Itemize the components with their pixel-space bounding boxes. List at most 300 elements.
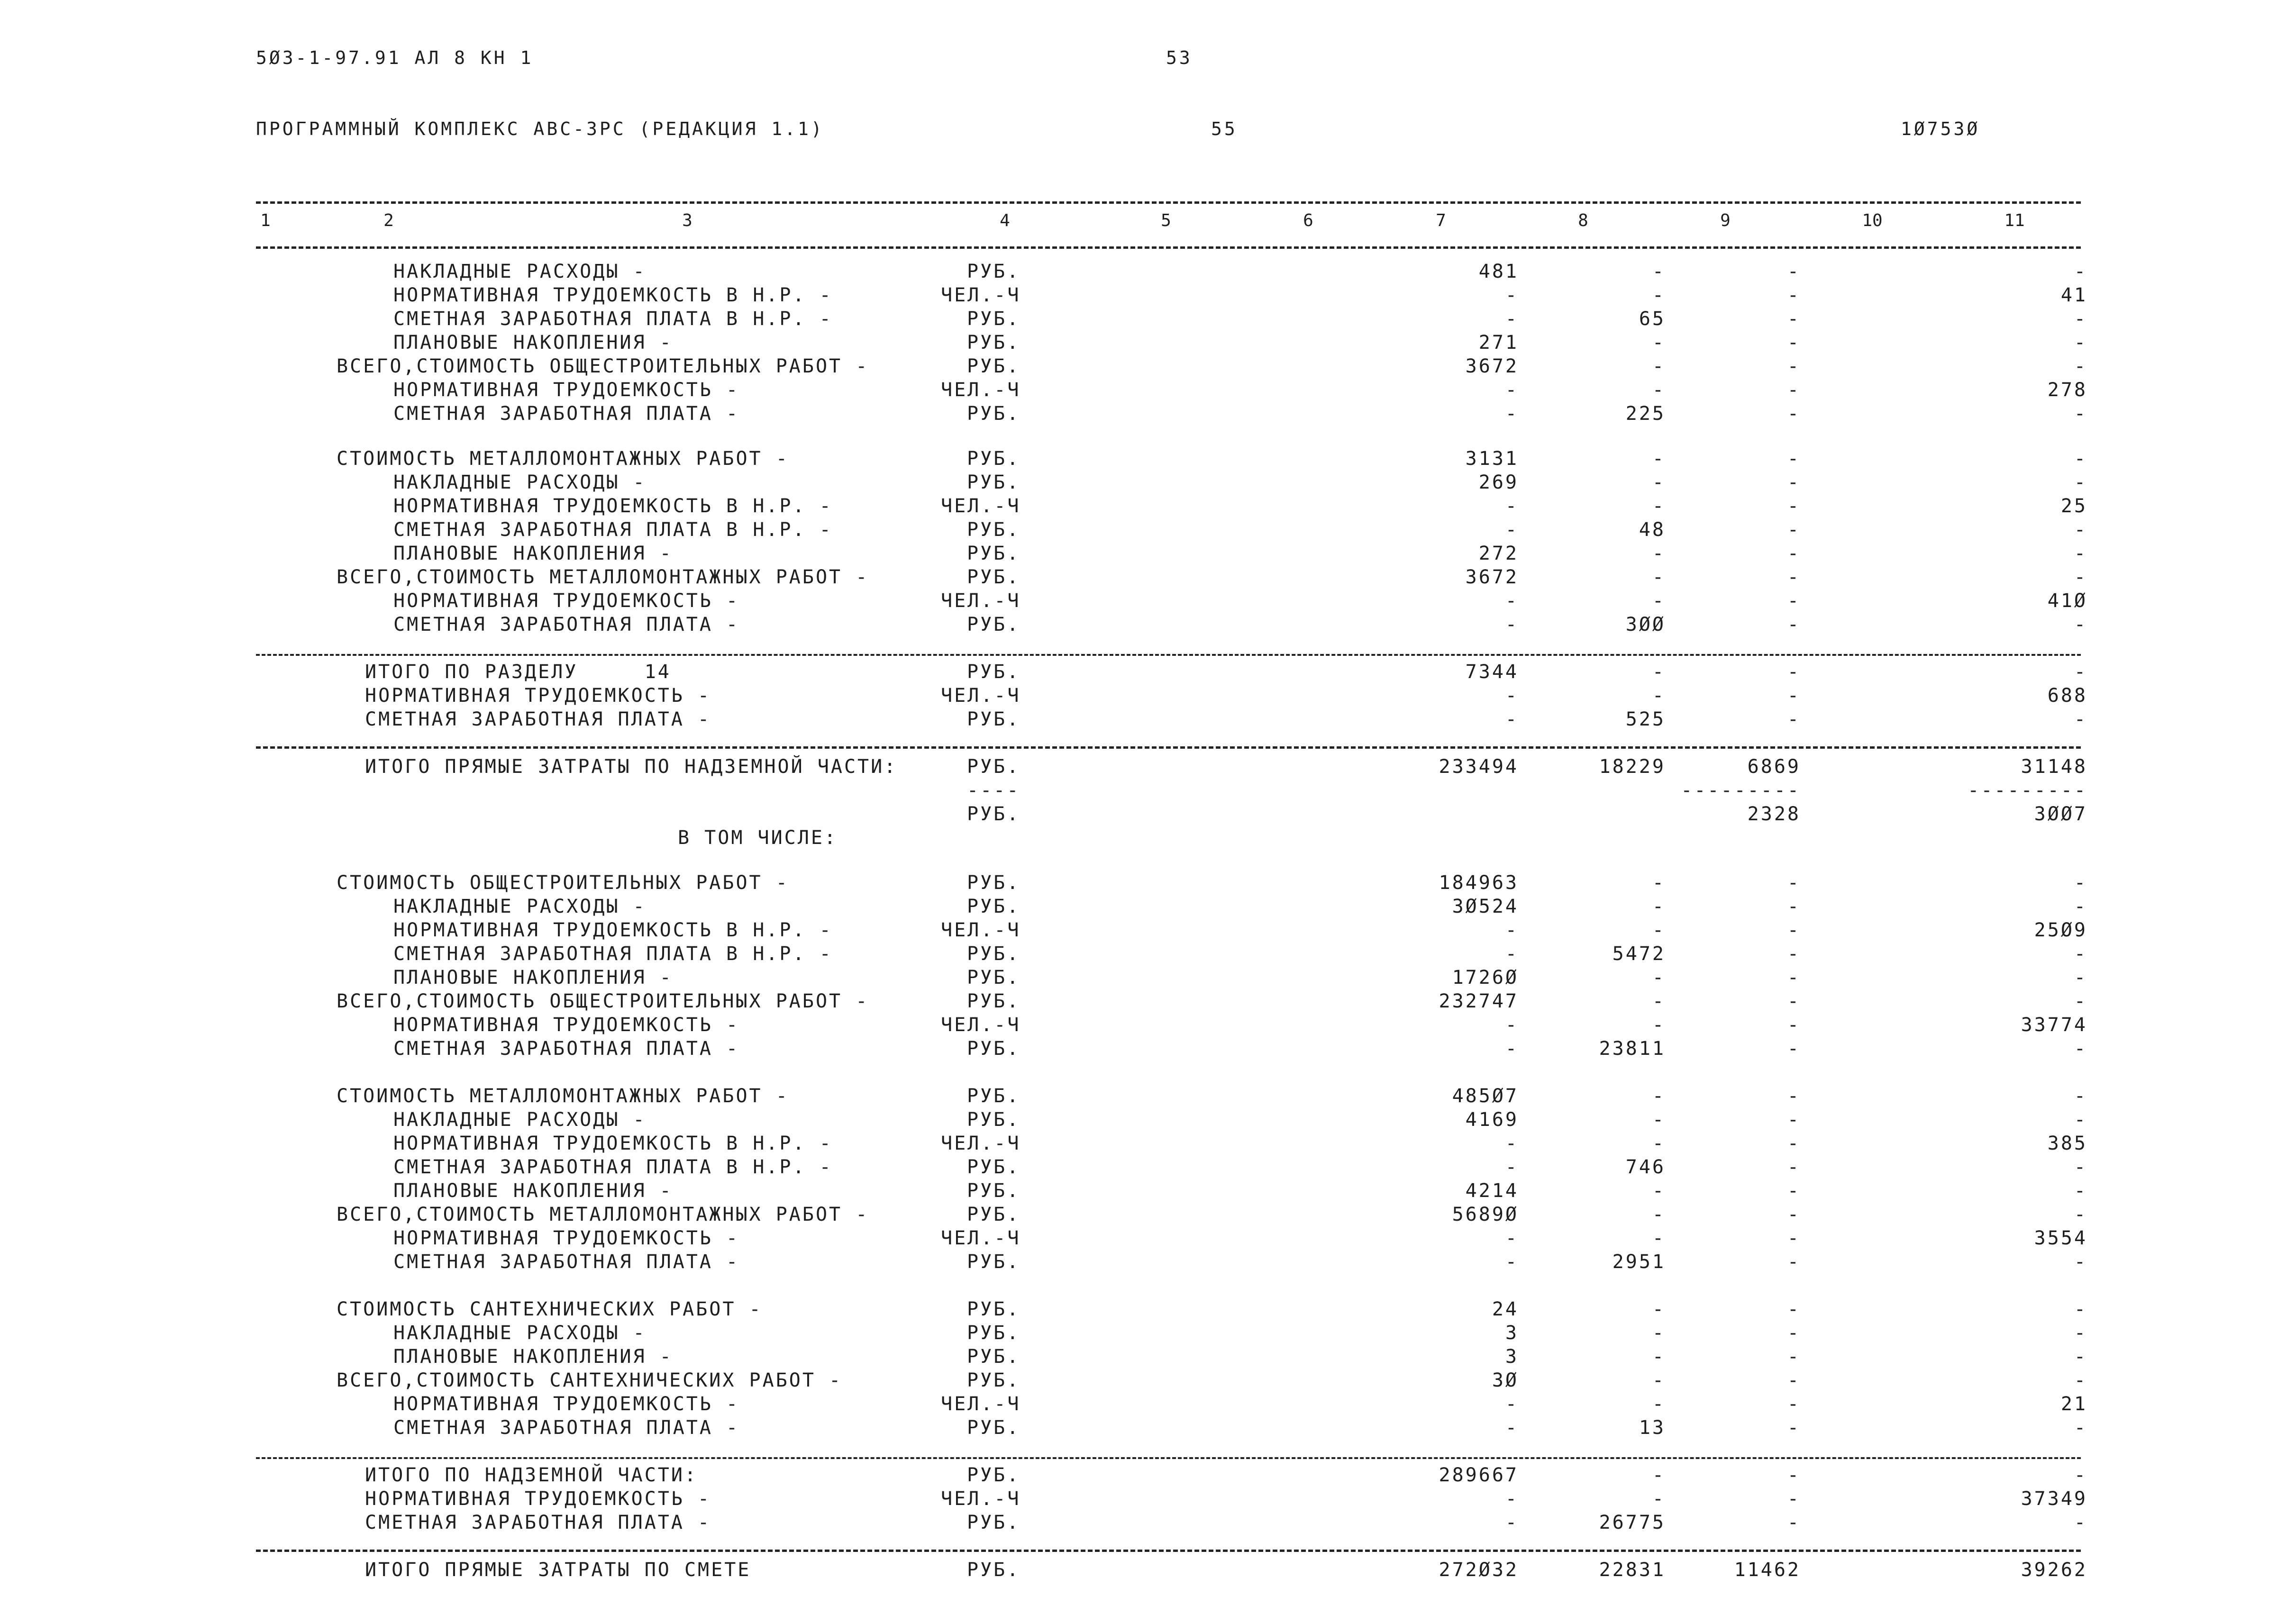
cell-col-11: - — [2074, 708, 2087, 730]
row-unit: РУБ. — [967, 1298, 1020, 1320]
cell-col-9: - — [1787, 1346, 1801, 1368]
table-row — [0, 471, 2296, 495]
row-unit: РУБ. — [967, 1085, 1020, 1107]
cell-col-9: - — [1787, 543, 1801, 564]
cell-col-11: - — [2074, 566, 2087, 588]
cell-col-8: 18229 — [1599, 756, 1666, 778]
cell-col-9: - — [1787, 471, 1801, 493]
cell-col-9: - — [1787, 661, 1801, 683]
cell-col-9: - — [1787, 896, 1801, 917]
cell-col-8: - — [1652, 967, 1666, 988]
row-unit: ЧЕЛ.-Ч — [941, 495, 1021, 517]
cell-col-8: - — [1652, 1322, 1666, 1344]
cell-col-7: 271 — [1478, 332, 1519, 354]
cell-col-8: - — [1652, 332, 1666, 354]
cell-col-9: - — [1787, 614, 1801, 635]
cell-col-7: - — [1505, 1014, 1519, 1036]
column-header: 10 — [1862, 211, 1883, 230]
cell-col-11: - — [2074, 1369, 2087, 1391]
row-label: НОРМАТИВНАЯ ТРУДОЕМКОСТЬ - — [365, 1488, 711, 1510]
cell-col-11: 31148 — [2021, 756, 2087, 778]
cell-col-11: - — [2074, 1156, 2087, 1178]
cell-col-11: - — [2074, 543, 2087, 564]
row-label: СМЕТНАЯ ЗАРАБОТНАЯ ПЛАТА - — [365, 708, 711, 730]
row-unit: РУБ. — [967, 896, 1020, 917]
column-header: 2 — [383, 211, 394, 230]
row-unit: РУБ. — [967, 803, 1020, 825]
cell-col-9: - — [1787, 1014, 1801, 1036]
column-header: 11 — [2004, 211, 2025, 230]
document-code: 5Ø3-1-97.91 АЛ 8 КН 1 — [256, 47, 534, 68]
cell-col-8: - — [1652, 261, 1666, 282]
cell-col-9: 11462 — [1734, 1559, 1801, 1581]
row-unit: ЧЕЛ.-Ч — [941, 919, 1021, 941]
cell-col-7: 4169 — [1465, 1109, 1519, 1131]
cell-col-9: - — [1787, 1322, 1801, 1344]
cell-col-9: - — [1787, 1180, 1801, 1202]
cell-col-8: 5472 — [1612, 943, 1666, 965]
column-header: 4 — [1000, 211, 1010, 230]
row-unit: ЧЕЛ.-Ч — [941, 1227, 1021, 1249]
column-header: 6 — [1303, 211, 1313, 230]
cell-col-9: - — [1787, 355, 1801, 377]
cell-col-11: - — [2074, 355, 2087, 377]
table-row — [0, 519, 2296, 543]
cell-col-11: - — [2074, 1180, 2087, 1202]
cell-col-11: - — [2074, 1085, 2087, 1107]
row-unit: ЧЕЛ.-Ч — [941, 590, 1021, 612]
row-unit: РУБ. — [967, 471, 1020, 493]
row-unit: ЧЕЛ.-Ч — [941, 1014, 1021, 1036]
cell-col-7: 1726Ø — [1452, 967, 1519, 988]
row-unit: РУБ. — [967, 543, 1020, 564]
cell-col-8: - — [1652, 1204, 1666, 1225]
table-row — [0, 756, 2296, 780]
row-unit: РУБ. — [967, 614, 1020, 635]
cell-col-11: - — [2074, 1346, 2087, 1368]
row-unit: РУБ. — [967, 872, 1020, 894]
row-label: НАКЛАДНЫЕ РАСХОДЫ - — [393, 1109, 647, 1131]
row-unit: РУБ. — [967, 1464, 1020, 1486]
row-label: НОРМАТИВНАЯ ТРУДОЕМКОСТЬ - — [393, 1227, 740, 1249]
table-row — [0, 919, 2296, 943]
row-label: ВСЕГО,СТОИМОСТЬ САНТЕХНИЧЕСКИХ РАБОТ - — [337, 1369, 843, 1391]
cell-col-7: 7344 — [1465, 661, 1519, 683]
row-label: ПЛАНОВЫЕ НАКОПЛЕНИЯ - — [393, 543, 673, 564]
cell-col-7: 269 — [1478, 471, 1519, 493]
row-unit: РУБ. — [967, 661, 1020, 683]
cell-col-8: - — [1652, 590, 1666, 612]
cell-col-9: --------- — [1681, 780, 1801, 801]
cell-col-8: - — [1652, 1227, 1666, 1249]
cell-col-9: - — [1787, 967, 1801, 988]
table-row — [0, 1109, 2296, 1133]
column-header: 8 — [1578, 211, 1588, 230]
cell-col-7: - — [1505, 1133, 1519, 1154]
cell-col-7: 272 — [1478, 543, 1519, 564]
cell-col-9: - — [1787, 308, 1801, 330]
row-unit: РУБ. — [967, 448, 1020, 470]
cell-col-7: - — [1505, 308, 1519, 330]
program-title: ПРОГРАММНЫЙ КОМПЛЕКС АВС-3РС (РЕДАКЦИЯ 1.1) — [256, 118, 824, 139]
cell-col-11: - — [2074, 519, 2087, 541]
row-label: НОРМАТИВНАЯ ТРУДОЕМКОСТЬ - — [393, 590, 740, 612]
table-row — [0, 1133, 2296, 1156]
row-label: СТОИМОСТЬ САНТЕХНИЧЕСКИХ РАБОТ - — [337, 1298, 763, 1320]
table-row — [0, 1346, 2296, 1369]
cell-col-7: 233494 — [1439, 756, 1519, 778]
row-label: ПЛАНОВЫЕ НАКОПЛЕНИЯ - — [393, 1180, 673, 1202]
table-row — [0, 1417, 2296, 1441]
row-label: СМЕТНАЯ ЗАРАБОТНАЯ ПЛАТА - — [393, 1251, 740, 1273]
section-rule — [256, 1550, 2081, 1552]
table-row — [0, 1180, 2296, 1204]
table-row — [0, 308, 2296, 332]
cell-col-11: - — [2074, 614, 2087, 635]
column-header: 5 — [1161, 211, 1171, 230]
column-header: 3 — [682, 211, 692, 230]
cell-col-11: 39262 — [2021, 1559, 2087, 1581]
row-unit: РУБ. — [967, 990, 1020, 1012]
cell-col-9: - — [1787, 1133, 1801, 1154]
cell-col-7: - — [1505, 403, 1519, 425]
cell-col-7: 3131 — [1465, 448, 1519, 470]
sheet-number: 53 — [1166, 47, 1193, 68]
table-row — [0, 379, 2296, 403]
column-header: 1 — [260, 211, 271, 230]
row-label: В ТОМ ЧИСЛЕ: — [678, 827, 838, 849]
row-unit: ЧЕЛ.-Ч — [941, 1488, 1021, 1510]
row-unit: ЧЕЛ.-Ч — [941, 685, 1021, 707]
cell-col-11: 3ØØ7 — [2034, 803, 2087, 825]
table-row — [0, 685, 2296, 708]
cell-col-11: --------- — [1968, 780, 2087, 801]
row-unit: РУБ. — [967, 355, 1020, 377]
row-label: ВСЕГО,СТОИМОСТЬ МЕТАЛЛОМОНТАЖНЫХ РАБОТ - — [337, 1204, 869, 1225]
row-label: СМЕТНАЯ ЗАРАБОТНАЯ ПЛАТА - — [393, 614, 740, 635]
row-label: НОРМАТИВНАЯ ТРУДОЕМКОСТЬ - — [365, 685, 711, 707]
table-row — [0, 403, 2296, 426]
cell-col-11: 33774 — [2021, 1014, 2087, 1036]
cell-col-9: - — [1787, 284, 1801, 306]
cell-col-8: 2951 — [1612, 1251, 1666, 1273]
cell-col-11: 25 — [2060, 495, 2087, 517]
table-row — [0, 1322, 2296, 1346]
row-unit: РУБ. — [967, 708, 1020, 730]
cell-col-8: - — [1652, 661, 1666, 683]
row-label: СТОИМОСТЬ МЕТАЛЛОМОНТАЖНЫХ РАБОТ - — [337, 1085, 789, 1107]
row-label: СМЕТНАЯ ЗАРАБОТНАЯ ПЛАТА - — [393, 403, 740, 425]
cell-col-7: - — [1505, 1251, 1519, 1273]
row-unit: РУБ. — [967, 967, 1020, 988]
cell-col-11: 25Ø9 — [2034, 919, 2087, 941]
cell-col-11: - — [2074, 1204, 2087, 1225]
cell-col-7: - — [1505, 1227, 1519, 1249]
row-unit: РУБ. — [967, 1156, 1020, 1178]
cell-col-11: - — [2074, 1038, 2087, 1060]
cell-col-9: 2328 — [1747, 803, 1801, 825]
table-row — [0, 943, 2296, 967]
row-unit: РУБ. — [967, 943, 1020, 965]
row-unit: РУБ. — [967, 1180, 1020, 1202]
cell-col-11: - — [2074, 403, 2087, 425]
cell-col-7: - — [1505, 519, 1519, 541]
row-unit: РУБ. — [967, 1417, 1020, 1439]
cell-col-11: - — [2074, 448, 2087, 470]
row-label: ВСЕГО,СТОИМОСТЬ МЕТАЛЛОМОНТАЖНЫХ РАБОТ - — [337, 566, 869, 588]
row-unit: РУБ. — [967, 1559, 1020, 1581]
cell-col-9: - — [1787, 943, 1801, 965]
cell-col-11: - — [2074, 661, 2087, 683]
column-header: 7 — [1436, 211, 1446, 230]
table-row — [0, 803, 2296, 827]
row-label: НАКЛАДНЫЕ РАСХОДЫ - — [393, 471, 647, 493]
cell-col-9: - — [1787, 1512, 1801, 1533]
cell-col-11: 278 — [2047, 379, 2087, 401]
cell-col-8: 3ØØ — [1625, 614, 1666, 635]
cell-col-11: 21 — [2060, 1393, 2087, 1415]
row-label: СМЕТНАЯ ЗАРАБОТНАЯ ПЛАТА - — [365, 1512, 711, 1533]
table-row — [0, 1085, 2296, 1109]
cell-col-11: - — [2074, 1322, 2087, 1344]
row-label: ИТОГО ПО РАЗДЕЛУ 14 — [365, 661, 671, 683]
cell-col-8: 26775 — [1599, 1512, 1666, 1533]
cell-col-7: - — [1505, 919, 1519, 941]
cell-col-11: - — [2074, 1512, 2087, 1533]
cell-col-7: 232747 — [1439, 990, 1519, 1012]
column-header: 9 — [1720, 211, 1731, 230]
table-row — [0, 780, 2296, 803]
row-unit: РУБ. — [967, 756, 1020, 778]
cell-col-9: - — [1787, 1488, 1801, 1510]
row-unit: РУБ. — [967, 1204, 1020, 1225]
cell-col-9: - — [1787, 1085, 1801, 1107]
cell-col-11: - — [2074, 261, 2087, 282]
row-label: ПЛАНОВЫЕ НАКОПЛЕНИЯ - — [393, 1346, 673, 1368]
cell-col-7: - — [1505, 1512, 1519, 1533]
cell-col-9: - — [1787, 1251, 1801, 1273]
cell-col-7: 3 — [1505, 1322, 1519, 1344]
table-row — [0, 1227, 2296, 1251]
table-row — [0, 614, 2296, 637]
row-label: СМЕТНАЯ ЗАРАБОТНАЯ ПЛАТА В Н.Р. - — [393, 519, 833, 541]
row-unit: РУБ. — [967, 566, 1020, 588]
row-label: НОРМАТИВНАЯ ТРУДОЕМКОСТЬ - — [393, 1014, 740, 1036]
cell-col-11: - — [2074, 1464, 2087, 1486]
row-unit: РУБ. — [967, 308, 1020, 330]
cell-col-9: - — [1787, 1417, 1801, 1439]
row-unit: ---- — [967, 780, 1020, 801]
cell-col-8: 746 — [1625, 1156, 1666, 1178]
row-unit: РУБ. — [967, 519, 1020, 541]
cell-col-7: 4214 — [1465, 1180, 1519, 1202]
cell-col-8: - — [1652, 919, 1666, 941]
cell-col-11: 37349 — [2021, 1488, 2087, 1510]
cell-col-8: - — [1652, 685, 1666, 707]
table-row — [0, 872, 2296, 896]
cell-col-11: - — [2074, 896, 2087, 917]
page-number: 55 — [1211, 118, 1238, 139]
section-rule — [256, 654, 2081, 656]
cell-col-9: - — [1787, 1109, 1801, 1131]
cell-col-11: - — [2074, 1251, 2087, 1273]
cell-col-9: - — [1787, 519, 1801, 541]
table-row — [0, 1369, 2296, 1393]
cell-col-7: 184963 — [1439, 872, 1519, 894]
table-row — [0, 1464, 2296, 1488]
cell-col-7: - — [1505, 495, 1519, 517]
cell-col-7: - — [1505, 1417, 1519, 1439]
cell-col-11: 41 — [2060, 284, 2087, 306]
cell-col-7: - — [1505, 685, 1519, 707]
row-unit: ЧЕЛ.-Ч — [941, 1133, 1021, 1154]
cell-col-9: - — [1787, 566, 1801, 588]
row-label: ИТОГО ПРЯМЫЕ ЗАТРАТЫ ПО СМЕТЕ — [365, 1559, 751, 1581]
cell-col-11: - — [2074, 943, 2087, 965]
cell-col-8: 525 — [1625, 708, 1666, 730]
cell-col-9: - — [1787, 1227, 1801, 1249]
cell-col-7: 3672 — [1465, 566, 1519, 588]
cell-col-9: - — [1787, 708, 1801, 730]
cell-col-7: - — [1505, 1156, 1519, 1178]
cell-col-11: - — [2074, 471, 2087, 493]
cell-col-9: - — [1787, 685, 1801, 707]
row-label: СМЕТНАЯ ЗАРАБОТНАЯ ПЛАТА В Н.Р. - — [393, 1156, 833, 1178]
cell-col-9: - — [1787, 448, 1801, 470]
table-row — [0, 355, 2296, 379]
row-label: ВСЕГО,СТОИМОСТЬ ОБЩЕСТРОИТЕЛЬНЫХ РАБОТ - — [337, 355, 869, 377]
cell-col-7: 289667 — [1439, 1464, 1519, 1486]
table-row — [0, 1488, 2296, 1512]
cell-col-8: - — [1652, 896, 1666, 917]
cell-col-8: 65 — [1639, 308, 1666, 330]
cell-col-11: - — [2074, 967, 2087, 988]
cell-col-9: - — [1787, 590, 1801, 612]
table-row — [0, 332, 2296, 355]
cell-col-8: 225 — [1625, 403, 1666, 425]
table-row — [0, 708, 2296, 732]
cell-col-9: - — [1787, 1369, 1801, 1391]
cell-col-9: - — [1787, 990, 1801, 1012]
row-label: ВСЕГО,СТОИМОСТЬ ОБЩЕСТРОИТЕЛЬНЫХ РАБОТ - — [337, 990, 869, 1012]
table-row — [0, 1156, 2296, 1180]
cell-col-8: - — [1652, 1488, 1666, 1510]
cell-col-11: - — [2074, 872, 2087, 894]
cell-col-7: - — [1505, 284, 1519, 306]
row-label: НОРМАТИВНАЯ ТРУДОЕМКОСТЬ В Н.Р. - — [393, 919, 833, 941]
row-label: НОРМАТИВНАЯ ТРУДОЕМКОСТЬ - — [393, 1393, 740, 1415]
table-row — [0, 1393, 2296, 1417]
cell-col-7: 481 — [1478, 261, 1519, 282]
row-label: ПЛАНОВЫЕ НАКОПЛЕНИЯ - — [393, 967, 673, 988]
cell-col-11: - — [2074, 308, 2087, 330]
cell-col-7: 3Ø524 — [1452, 896, 1519, 917]
table-row — [0, 1298, 2296, 1322]
cell-col-8: - — [1652, 471, 1666, 493]
cell-col-9: - — [1787, 495, 1801, 517]
cell-col-9: - — [1787, 1298, 1801, 1320]
row-label: СМЕТНАЯ ЗАРАБОТНАЯ ПЛАТА В Н.Р. - — [393, 943, 833, 965]
row-label: НОРМАТИВНАЯ ТРУДОЕМКОСТЬ В Н.Р. - — [393, 1133, 833, 1154]
cell-col-9: - — [1787, 919, 1801, 941]
cell-col-8: - — [1652, 379, 1666, 401]
cell-col-8: - — [1652, 566, 1666, 588]
table-row — [0, 1559, 2296, 1583]
cell-col-8: 23811 — [1599, 1038, 1666, 1060]
row-label: НОРМАТИВНАЯ ТРУДОЕМКОСТЬ - — [393, 379, 740, 401]
cell-col-7: - — [1505, 708, 1519, 730]
table-row — [0, 1204, 2296, 1227]
row-label: СМЕТНАЯ ЗАРАБОТНАЯ ПЛАТА - — [393, 1038, 740, 1060]
row-unit: РУБ. — [967, 1251, 1020, 1273]
row-unit: РУБ. — [967, 1512, 1020, 1533]
cell-col-7: 24 — [1492, 1298, 1519, 1320]
row-label: СМЕТНАЯ ЗАРАБОТНАЯ ПЛАТА В Н.Р. - — [393, 308, 833, 330]
cell-col-7: - — [1505, 590, 1519, 612]
cell-col-9: - — [1787, 379, 1801, 401]
cell-col-8: 13 — [1639, 1417, 1666, 1439]
table-row — [0, 967, 2296, 990]
cell-col-7: 272Ø32 — [1439, 1559, 1519, 1581]
cell-col-8: - — [1652, 1393, 1666, 1415]
table-row — [0, 566, 2296, 590]
cell-col-9: - — [1787, 872, 1801, 894]
cell-col-7: 3Ø — [1492, 1369, 1519, 1391]
table-row — [0, 1038, 2296, 1061]
cell-col-11: 3554 — [2034, 1227, 2087, 1249]
table-row — [0, 827, 2296, 851]
section-rule — [256, 746, 2081, 749]
row-label: НОРМАТИВНАЯ ТРУДОЕМКОСТЬ В Н.Р. - — [393, 495, 833, 517]
cell-col-7: - — [1505, 614, 1519, 635]
cell-col-8: - — [1652, 1133, 1666, 1154]
row-label: СТОИМОСТЬ МЕТАЛЛОМОНТАЖНЫХ РАБОТ - — [337, 448, 789, 470]
cell-col-8: 22831 — [1599, 1559, 1666, 1581]
table-row — [0, 495, 2296, 519]
row-label: НАКЛАДНЫЕ РАСХОДЫ - — [393, 896, 647, 917]
row-unit: РУБ. — [967, 1109, 1020, 1131]
cell-col-8: - — [1652, 448, 1666, 470]
cell-col-8: - — [1652, 1180, 1666, 1202]
cell-col-11: - — [2074, 332, 2087, 354]
cell-col-8: - — [1652, 284, 1666, 306]
cell-col-7: 485Ø7 — [1452, 1085, 1519, 1107]
cell-col-9: - — [1787, 1156, 1801, 1178]
cell-col-7: 3 — [1505, 1346, 1519, 1368]
row-label: СМЕТНАЯ ЗАРАБОТНАЯ ПЛАТА - — [393, 1417, 740, 1439]
row-label: НОРМАТИВНАЯ ТРУДОЕМКОСТЬ В Н.Р. - — [393, 284, 833, 306]
cell-col-9: - — [1787, 332, 1801, 354]
cell-col-8: - — [1652, 1346, 1666, 1368]
cell-col-11: - — [2074, 1417, 2087, 1439]
cell-col-7: - — [1505, 943, 1519, 965]
cell-col-11: 385 — [2047, 1133, 2087, 1154]
cell-col-9: - — [1787, 1393, 1801, 1415]
cell-col-8: - — [1652, 543, 1666, 564]
table-row — [0, 284, 2296, 308]
cell-col-9: 6869 — [1747, 756, 1801, 778]
row-unit: РУБ. — [967, 332, 1020, 354]
cell-col-8: - — [1652, 872, 1666, 894]
cell-col-9: - — [1787, 1038, 1801, 1060]
cell-col-9: - — [1787, 403, 1801, 425]
cell-col-11: - — [2074, 1109, 2087, 1131]
cell-col-9: - — [1787, 1204, 1801, 1225]
section-rule — [256, 1457, 2081, 1459]
cell-col-11: 688 — [2047, 685, 2087, 707]
row-unit: ЧЕЛ.-Ч — [941, 1393, 1021, 1415]
cell-col-11: 41Ø — [2047, 590, 2087, 612]
